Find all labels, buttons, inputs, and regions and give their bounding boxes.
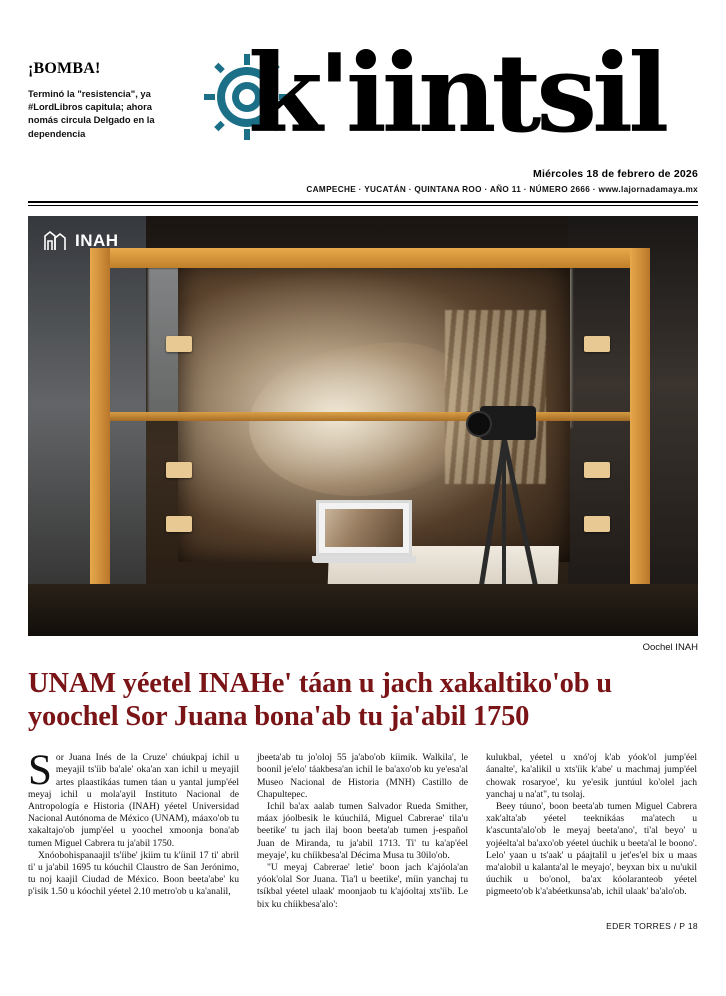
byline: EDER TORRES / P 18 — [606, 920, 698, 931]
paragraph: Ichil ba'ax aalab tumen Salvador Rueda Smither, máax jóolbesik le kúuchilá, Miguel Cabrerae' tila'u beetike' tu jach ilaj boon beeta'ab tumen j-español Juan de Miranda, tu ja'abil 1713. Ti' tu ka'ap'éel meyaje', ku chíikbesa'al Décima Musa tu 30ilo'ob. — [257, 800, 468, 861]
photo-credit: Oochel INAH — [642, 642, 698, 653]
date-bar — [28, 168, 698, 194]
article-column-2 — [257, 752, 468, 911]
inah-watermark — [42, 228, 119, 254]
article-column-1 — [28, 747, 239, 911]
bomba-block — [28, 38, 196, 140]
laptop-icon — [312, 500, 416, 566]
header-divider — [28, 201, 698, 206]
lead-photo — [28, 216, 698, 636]
inah-glyph-icon — [42, 228, 68, 254]
paragraph: jbeeta'ab tu jo'oloj 55 ja'abo'ob kíimik. Walkila', le boonil je'elo' táakbesa'an ichil le ba'axo'ob ku ye'esa'al Museo Nacional de Historia (MNH) Castillo de Chapultepec. — [257, 752, 468, 800]
bomba-title: ¡BOMBA! — [28, 60, 101, 77]
dropcap: S — [28, 747, 52, 795]
camera-icon — [480, 406, 536, 440]
paragraph: Beey túuno', boon beeta'ab tumen Miguel Cabrera xak'alta'ab yéetel teeknikáas ma'atech u k'ascunta'alo'ob le meyaj beeta'ano', ti'al beyo' u yojéelta'al ba'axo'ob yéetel úuchik u beeta'al le boono'. Lelo' yaan u ts'aak' u páajtalil u jet'es'el bix u maas ma'alobil u kalanta'al le meyajo', beyxan bix u nu'ukil úuchik u bo'onol, ba'ax kóolaranteob yéetel pigmeeto'ob k'a'abéetkunsa'ab, ichil ulaak' ba'alo'ob. — [486, 800, 697, 898]
masthead — [28, 0, 698, 158]
edition-info: CAMPECHE · YUCATÁN · QUINTANA ROO · AÑO 11 · NÚMERO 2666 · www.lajornadamaya.mx — [306, 185, 698, 194]
logo-block — [196, 31, 698, 158]
article-column-3 — [486, 752, 697, 911]
lead-photo-block — [28, 216, 698, 653]
bomba-text: Terminó la "resistencia", ya #LordLibros capitula; ahora nomás circula Delgado en la dependencia — [28, 88, 155, 139]
article-body — [28, 747, 698, 911]
paragraph: "U meyaj Cabrerae' letie' boon jach k'ajóola'an yóok'olal Sor Juana. Tia'l u beetike', míin yanchaj tu tsíkbal yéetel ulaak' moonjaob tu k'ajóoltaj xts'íib. Le bix ku chíikbesa'alo': — [257, 861, 468, 910]
paragraph: or Juana Inés de la Cruze' chúukpaj ichil u meyajil ts'íib ba'ale' oka'an xan ichil u meyajil artes plaastikáas tumen táan u yantal jump'éel meyaj ichil u mola'ayil Instituto Nacional de Antropología e Historia (INAH) yéetel Universidad Nacional Autónoma de México (UNAM), máaxo'ob tu xakaltajo'ob jump'éel u yoochel xmoonja bona'ab tumen Miguel Cabrera tu ja'abil 1750. — [28, 752, 239, 849]
inah-label: INAH — [75, 231, 119, 250]
page-title: k'iintsil — [248, 31, 665, 157]
headline: UNAM yéetel INAHe' táan u jach xakaltiko'ob u yoochel Sor Juana bona'ab tu ja'abil 1750 — [28, 668, 612, 732]
publication-date: Miércoles 18 de febrero de 2026 — [533, 168, 698, 180]
paragraph: Xnóobohispanaajil ts'íibe' jkiim tu k'íinil 17 ti' abril ti' u ja'abil 1695 tu kóuchil Claustro de San Jerónimo, tu noj kaajil Ciudad de México. Boon beeta'abe' ku p'isik 1.50 u kóochil yéetel 2.10 metro'ob u ka'analil, — [28, 849, 239, 898]
paragraph: kulukbal, yéetel u xnó'oj k'ab yóok'ol jump'éel áanalte', ka'alikil u xts'íik k'abe' u machmaj jump'éel chowak rosaryoe', ku ye'esik juntúul ko'olel jach yanchaj u na'at", tu tsolaj. — [486, 752, 697, 800]
